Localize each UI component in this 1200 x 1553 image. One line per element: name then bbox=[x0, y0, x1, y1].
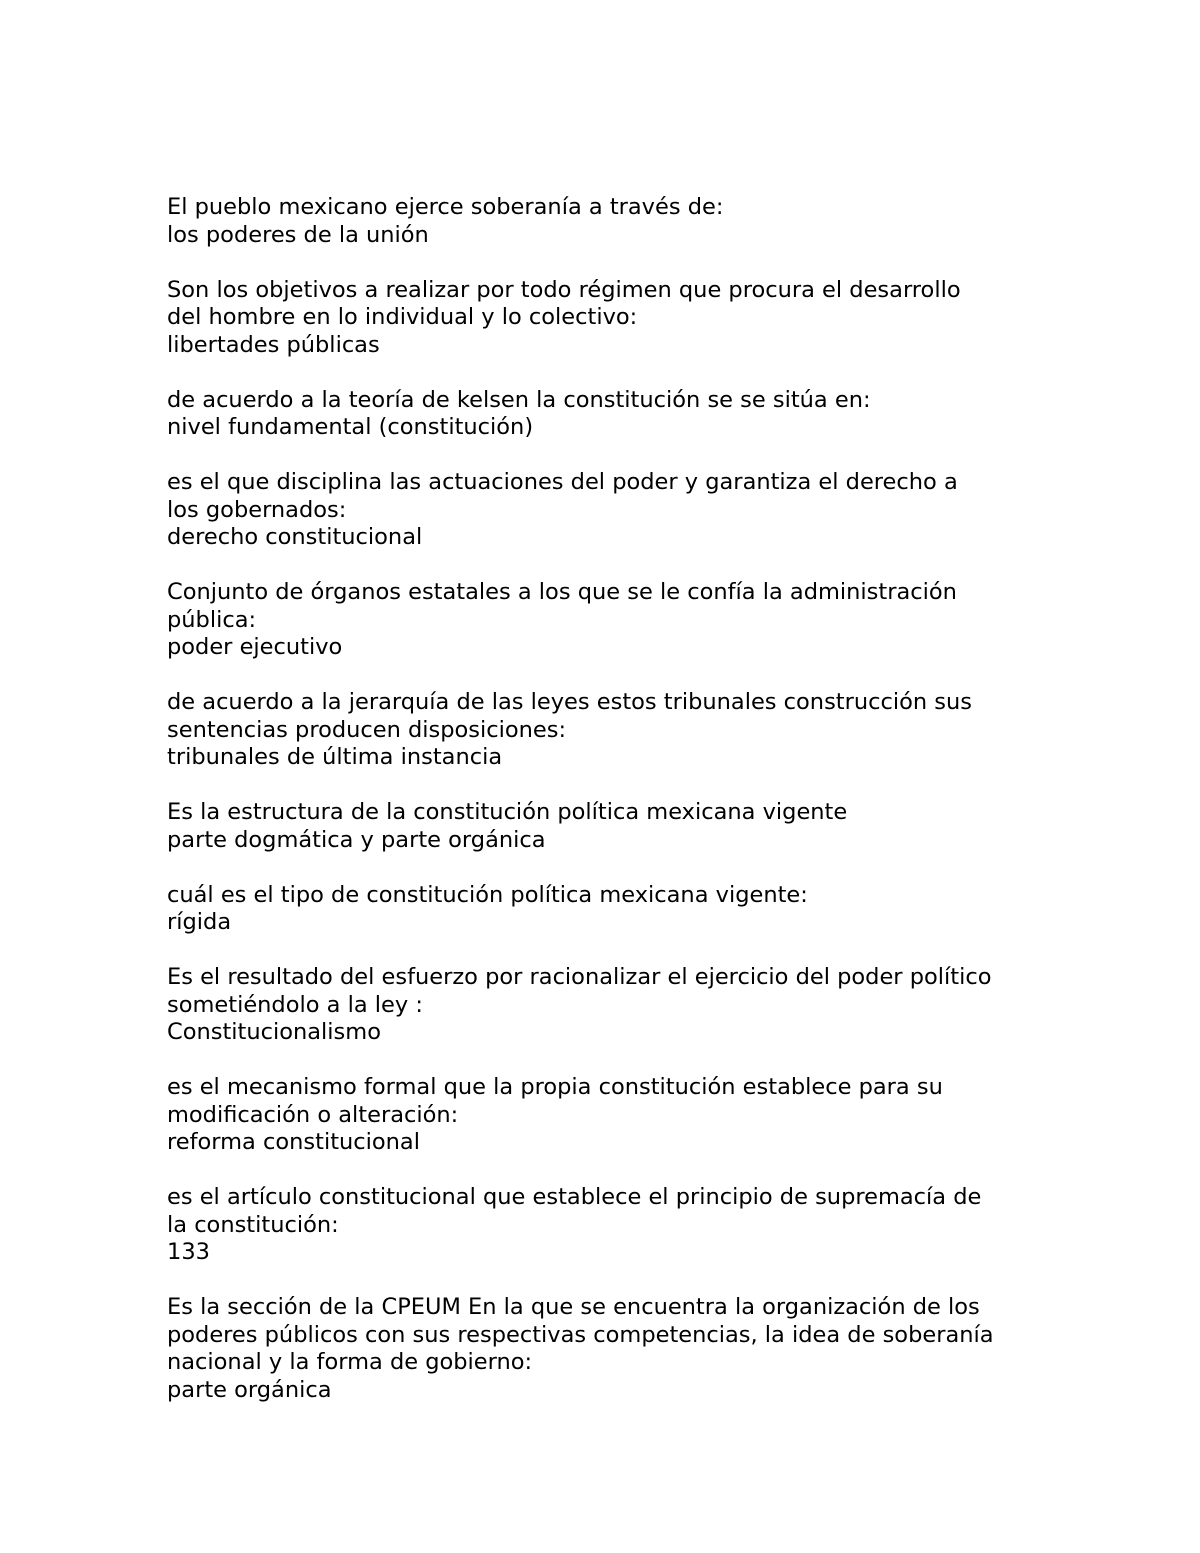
qa-item bbox=[167, 882, 1067, 937]
qa-item bbox=[167, 964, 1067, 1047]
question-text: Es la estructura de la constitución política mexicana vigente bbox=[167, 799, 848, 825]
document-body bbox=[167, 194, 1067, 1432]
question-text: Es el resultado del esfuerzo por racionalizar el ejercicio del poder político sometiéndolo a la ley : bbox=[167, 964, 992, 1018]
answer-text: nivel fundamental (constitución) bbox=[167, 414, 534, 440]
qa-item bbox=[167, 387, 1067, 442]
question-text: cuál es el tipo de constitución política mexicana vigente: bbox=[167, 881, 808, 908]
qa-item bbox=[167, 1074, 1067, 1157]
qa-item bbox=[167, 277, 1067, 360]
answer-text: Constitucionalismo bbox=[167, 1019, 381, 1045]
answer-text: reforma constitucional bbox=[167, 1129, 420, 1155]
answer-text: 133 bbox=[167, 1239, 210, 1265]
answer-text: los poderes de la unión bbox=[167, 221, 429, 248]
question-text: es el artículo constitucional que establece el principio de supremacía de la constitución: bbox=[167, 1184, 982, 1238]
qa-item bbox=[167, 799, 1067, 854]
answer-text: rígida bbox=[167, 909, 232, 935]
question-text: es el que disciplina las actuaciones del poder y garantiza el derecho a los gobernados: bbox=[167, 469, 958, 523]
question-text: Es la sección de la CPEUM En la que se encuentra la organización de los poderes públicos con sus respectivas competencias, la idea de soberanía nacional y la forma de gobierno: bbox=[167, 1294, 994, 1375]
answer-text: parte orgánica bbox=[167, 1376, 332, 1403]
qa-item bbox=[167, 689, 1067, 772]
qa-item bbox=[167, 1184, 1067, 1267]
answer-text: poder ejecutivo bbox=[167, 634, 343, 660]
answer-text: derecho constitucional bbox=[167, 524, 423, 550]
question-text: de acuerdo a la teoría de kelsen la constitución se se sitúa en: bbox=[167, 386, 871, 413]
qa-item bbox=[167, 1294, 1067, 1404]
question-text: de acuerdo a la jerarquía de las leyes estos tribunales construcción sus sentencias producen disposiciones: bbox=[167, 689, 973, 743]
answer-text: libertades públicas bbox=[167, 331, 380, 358]
qa-item bbox=[167, 579, 1067, 662]
answer-text: tribunales de última instancia bbox=[167, 744, 503, 770]
question-text: Conjunto de órganos estatales a los que se le confía la administración pública: bbox=[167, 579, 957, 633]
answer-text: parte dogmática y parte orgánica bbox=[167, 826, 546, 853]
question-text: Son los objetivos a realizar por todo régimen que procura el desarrollo del hombre en lo individual y lo colectivo: bbox=[167, 276, 961, 330]
qa-item bbox=[167, 469, 1067, 552]
qa-item bbox=[167, 194, 1067, 249]
question-text: es el mecanismo formal que la propia constitución establece para su modificación o alteración: bbox=[167, 1074, 943, 1128]
question-text: El pueblo mexicano ejerce soberanía a través de: bbox=[167, 194, 724, 220]
